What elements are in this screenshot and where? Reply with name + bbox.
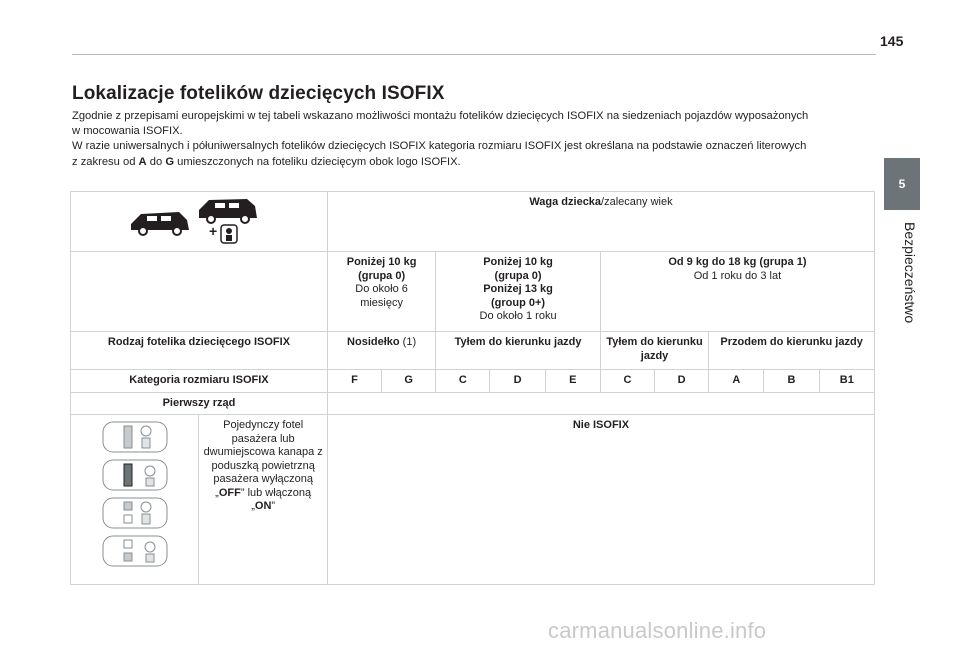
seat-diagrams xyxy=(75,419,194,567)
group-0plus-line-2: (grupa 0) xyxy=(494,269,542,282)
empty-cell xyxy=(327,392,874,415)
size-category: B1 xyxy=(819,370,874,393)
carrycot-note: (1) xyxy=(399,336,417,348)
vehicle-icon xyxy=(127,198,267,248)
group-0-line-1: Poniżej 10 kg xyxy=(346,256,417,268)
group-0-age-1: Do około 6 xyxy=(355,283,408,295)
size-category: E xyxy=(545,370,600,393)
size-category: C xyxy=(600,370,654,393)
group-1-age: Od 1 roku do 3 lat xyxy=(693,269,782,282)
letter-a: A xyxy=(138,155,147,168)
group-0plus-line-3: Poniżej 13 kg xyxy=(483,283,553,295)
seat-description-text-2: ” lub włączoną „ xyxy=(240,486,312,512)
group-0plus-cell xyxy=(436,252,601,332)
intro-paragraph xyxy=(72,109,872,170)
rear-facing-b: Tyłem do kierunku jazdy xyxy=(600,332,708,370)
svg-text:+: + xyxy=(209,223,218,239)
seat-layout-icon xyxy=(102,497,168,529)
size-category: G xyxy=(382,370,436,393)
page-number: 145 xyxy=(880,33,904,49)
rear-facing-a: Tyłem do kierunku jazdy xyxy=(436,332,601,370)
weight-header-bold: Waga dziecka xyxy=(529,196,602,208)
size-category: D xyxy=(490,370,545,393)
seat-layout-icon xyxy=(102,459,168,491)
group-1-line-1: Od 9 kg do 18 kg (grupa 1) xyxy=(668,256,807,268)
group-0plus-age: Do około 1 roku xyxy=(479,310,557,322)
weight-header xyxy=(327,192,874,252)
group-0plus-line-1: Poniżej 10 kg xyxy=(483,256,553,268)
airbag-off: OFF xyxy=(218,486,241,499)
group-0-age-2: miesięcy xyxy=(360,296,403,309)
group-0plus-line-4: (group 0+) xyxy=(491,296,546,309)
intro-line-1: Zgodnie z przepisami europejskimi w tej tabeli wskazano możliwości montażu fotelików dziecięcych ISOFIX na siedzeniach pojazdów wyposażonych xyxy=(72,110,809,122)
front-row-label: Pierwszy rząd xyxy=(71,392,328,415)
seat-description xyxy=(199,415,327,585)
seat-layout-icon xyxy=(102,421,168,453)
group-1-cell xyxy=(600,252,874,332)
seat-description-text-1: Pojedynczy fotel pasażera lub dwumiejscowa kanapa z poduszką powietrzną pasażera wyłączoną „ xyxy=(203,419,323,499)
letter-g: G xyxy=(165,155,175,168)
intro-line-2: w mocowania ISOFIX. xyxy=(72,125,183,138)
size-category: A xyxy=(709,370,764,393)
seat-layout-icon xyxy=(102,535,168,567)
group-0-line-2: (grupa 0) xyxy=(358,269,406,282)
airbag-on: ON xyxy=(254,500,272,512)
intro-line-4-start: z zakresu od xyxy=(72,155,139,168)
weight-header-rest: /zalecany wiek xyxy=(601,196,673,208)
empty-cell xyxy=(71,252,328,332)
watermark: carmanualsonline.info xyxy=(548,618,767,643)
intro-line-4-end: umieszczonych na foteliku dziecięcym obok logo ISOFIX. xyxy=(174,155,461,168)
seat-type-label: Rodzaj fotelika dziecięcego ISOFIX xyxy=(71,332,328,370)
size-category: F xyxy=(327,370,381,393)
intro-line-3: W razie uniwersalnych i półuniwersalnych fotelików dziecięcych ISOFIX kategoria rozmiaru ISOFIX jest określana na podstawie oznaczeń literowych xyxy=(72,140,807,153)
carrycot-cell xyxy=(327,332,435,370)
forward-facing: Przodem do kierunku jazdy xyxy=(709,332,875,370)
vehicle-icons xyxy=(75,196,323,246)
top-divider xyxy=(72,54,876,55)
page-title: Lokalizacje fotelików dziecięcych ISOFIX xyxy=(72,83,445,104)
size-category-label: Kategoria rozmiaru ISOFIX xyxy=(71,370,328,393)
size-category: D xyxy=(655,370,709,393)
section-tab[interactable]: 5 xyxy=(884,158,920,210)
intro-line-4-mid: do xyxy=(146,155,166,168)
size-category: C xyxy=(436,370,490,393)
vehicle-icons-cell xyxy=(71,192,328,252)
carrycot-label: Nosidełko xyxy=(347,336,400,348)
seat-diagrams-cell xyxy=(71,415,199,585)
group-0-cell xyxy=(327,252,435,332)
isofix-table xyxy=(70,191,875,585)
size-category: B xyxy=(764,370,819,393)
seat-description-text-3: ” xyxy=(271,500,276,512)
front-row-value: Nie ISOFIX xyxy=(327,415,874,585)
section-label: Bezpieczeństwo xyxy=(902,222,918,324)
